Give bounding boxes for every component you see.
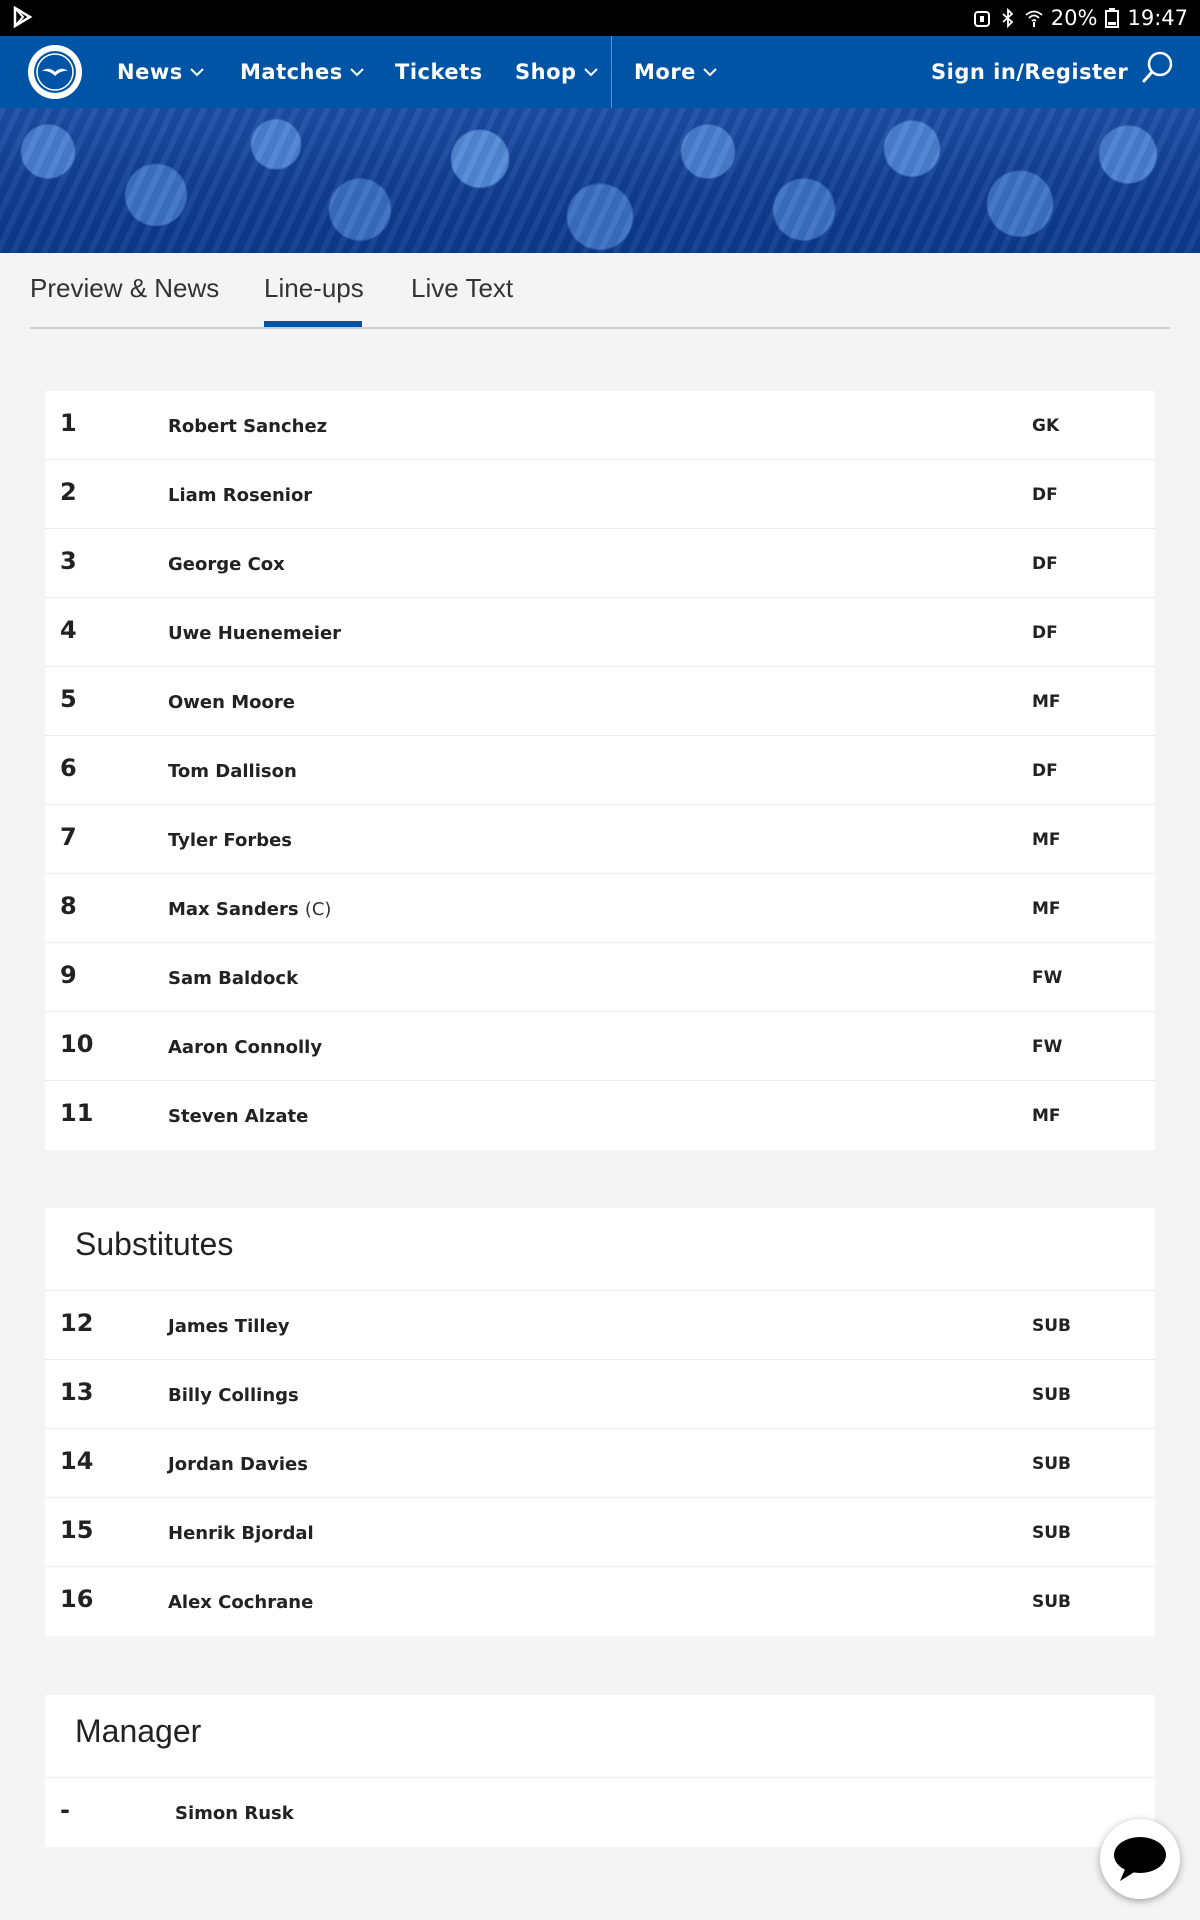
nav-more[interactable] (634, 36, 717, 108)
player-name: Tyler Forbes (168, 830, 293, 851)
manager-number: - (60, 1796, 70, 1824)
search-icon[interactable] (1140, 48, 1176, 88)
player-number: 12 (60, 1309, 94, 1337)
tabs-divider (30, 327, 1170, 329)
player-number: 7 (60, 823, 77, 851)
battery-percent: 20% (1050, 6, 1098, 30)
table-row (45, 736, 1155, 805)
chat-button[interactable] (1100, 1819, 1180, 1899)
player-position: FW (1032, 968, 1063, 988)
player-position: DF (1032, 761, 1058, 781)
player-name: Sam Baldock (168, 968, 299, 989)
club-logo[interactable] (28, 45, 82, 99)
player-name-captain (168, 899, 331, 920)
table-row (45, 1567, 1155, 1636)
player-number: 3 (60, 547, 77, 575)
substitutes-header (45, 1208, 1155, 1291)
player-position: MF (1032, 1106, 1061, 1126)
player-name: Liam Rosenior (168, 485, 313, 506)
nav-shop[interactable] (515, 36, 598, 108)
play-store-icon (12, 6, 34, 28)
player-number: 10 (60, 1030, 94, 1058)
table-row (45, 1081, 1155, 1150)
tab-preview-news[interactable]: Preview & News (30, 273, 220, 303)
nav-tickets-label: Tickets (395, 60, 483, 84)
wifi-icon (1025, 8, 1043, 28)
main-nav (0, 36, 1200, 108)
nav-tickets[interactable] (395, 36, 483, 108)
player-position: FW (1032, 1037, 1063, 1057)
nav-news-label: News (117, 60, 183, 84)
nav-matches-label: Matches (240, 60, 343, 84)
table-row (45, 805, 1155, 874)
sign-in-register-link[interactable] (931, 36, 1128, 108)
captain-badge: (C) (304, 899, 332, 920)
player-name: Robert Sanchez (168, 416, 328, 437)
player-number: 11 (60, 1099, 94, 1127)
table-row (45, 943, 1155, 1012)
player-number: 8 (60, 892, 77, 920)
chat-bubble-icon (1100, 1819, 1180, 1899)
alarm-icon (973, 8, 991, 28)
player-position: DF (1032, 554, 1058, 574)
player-name: Jordan Davies (168, 1454, 308, 1475)
substitutes-title: Substitutes (75, 1226, 234, 1262)
starting-lineup-card (45, 391, 1155, 1150)
manager-name: Simon Rusk (175, 1803, 294, 1824)
player-position: GK (1032, 416, 1060, 436)
player-number: 1 (60, 409, 77, 437)
nav-divider (611, 36, 612, 108)
tab-line-ups[interactable]: Line-ups (264, 273, 364, 303)
chevron-down-icon (190, 67, 204, 77)
player-name: Alex Cochrane (168, 1592, 314, 1613)
nav-matches[interactable] (240, 36, 364, 108)
player-name: George Cox (168, 554, 285, 575)
player-name: Steven Alzate (168, 1106, 309, 1127)
player-name: Max Sanders (168, 899, 299, 920)
battery-icon (1105, 8, 1119, 28)
table-row (45, 1012, 1155, 1081)
player-position: MF (1032, 830, 1061, 850)
status-bar (0, 0, 1200, 36)
manager-title: Manager (75, 1713, 202, 1749)
table-row (45, 1778, 1155, 1847)
player-number: 5 (60, 685, 77, 713)
player-number: 6 (60, 754, 77, 782)
hero-crowd-image (0, 108, 1200, 253)
player-name: Henrik Bjordal (168, 1523, 314, 1544)
sign-in-label: Sign in/Register (931, 60, 1129, 84)
player-position: SUB (1032, 1592, 1072, 1612)
table-row (45, 529, 1155, 598)
clock: 19:47 (1127, 6, 1188, 30)
tab-live-text[interactable]: Live Text (411, 273, 514, 303)
table-row (45, 874, 1155, 943)
bluetooth-icon (999, 8, 1017, 28)
player-position: DF (1032, 485, 1058, 505)
manager-card (45, 1695, 1155, 1847)
table-row (45, 1498, 1155, 1567)
player-position: SUB (1032, 1385, 1072, 1405)
table-row (45, 1291, 1155, 1360)
player-position: MF (1032, 899, 1061, 919)
player-number: 2 (60, 478, 77, 506)
substitutes-card (45, 1208, 1155, 1636)
chevron-down-icon (584, 67, 598, 77)
player-position: SUB (1032, 1523, 1072, 1543)
player-number: 13 (60, 1378, 94, 1406)
table-row (45, 598, 1155, 667)
player-name: Owen Moore (168, 692, 295, 713)
table-row (45, 460, 1155, 529)
player-name: James Tilley (168, 1316, 290, 1337)
table-row (45, 391, 1155, 460)
player-name: Billy Collings (168, 1385, 299, 1406)
player-number: 14 (60, 1447, 94, 1475)
match-tabs (0, 253, 1200, 329)
chevron-down-icon (703, 67, 717, 77)
nav-shop-label: Shop (515, 60, 577, 84)
player-name: Tom Dallison (168, 761, 297, 782)
table-row (45, 1360, 1155, 1429)
player-number: 16 (60, 1585, 94, 1613)
player-name: Aaron Connolly (168, 1037, 323, 1058)
player-number: 4 (60, 616, 77, 644)
table-row (45, 667, 1155, 736)
seagull-crest-icon (34, 51, 76, 93)
table-row (45, 1429, 1155, 1498)
chevron-down-icon (350, 67, 364, 77)
player-number: 15 (60, 1516, 94, 1544)
player-position: DF (1032, 623, 1058, 643)
nav-news[interactable] (117, 36, 204, 108)
manager-header (45, 1695, 1155, 1778)
player-position: SUB (1032, 1454, 1072, 1474)
player-position: SUB (1032, 1316, 1072, 1336)
nav-more-label: More (634, 60, 696, 84)
player-number: 9 (60, 961, 77, 989)
player-name: Uwe Huenemeier (168, 623, 342, 644)
active-tab-indicator (264, 321, 362, 327)
player-position: MF (1032, 692, 1061, 712)
hero-overlay (0, 108, 1200, 253)
